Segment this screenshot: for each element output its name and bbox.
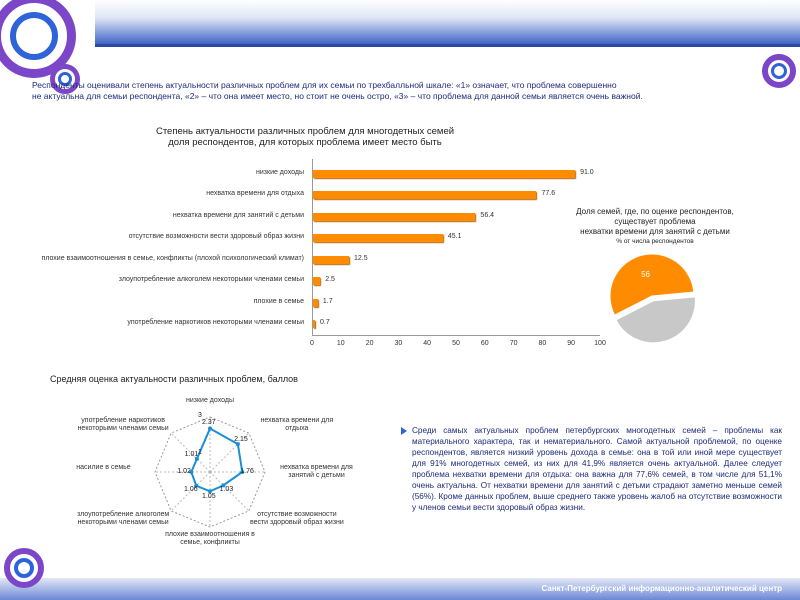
radar-axis-label: нехватка времени для занятий с детьми: [280, 464, 353, 479]
pie-title-line-1: Доля семей, где, по оценке респондентов,: [576, 207, 734, 216]
radar-chart: [150, 405, 270, 540]
radar-axis-label: нехватка времени для отдыха: [260, 416, 334, 432]
radar-spoke: [171, 472, 210, 511]
bar: [313, 299, 318, 307]
radar-chart-title: Средняя оценка актуальности различных проблем, баллов: [50, 374, 298, 384]
radar-scale-label: 1: [198, 448, 202, 456]
radar-series: [191, 429, 242, 492]
bar: [313, 234, 443, 242]
bar-x-tick-label: 40: [423, 340, 432, 347]
intro-text: [32, 80, 792, 102]
radar-spoke: [171, 433, 210, 472]
bar-x-tick-label: 20: [365, 340, 374, 347]
bar-x-tick-label: 50: [452, 340, 460, 347]
bullet-icon: [401, 427, 407, 435]
bar-category-label: низкие доходы: [256, 168, 304, 176]
header-band: [95, 0, 800, 45]
radar-point: [236, 442, 240, 446]
decor-circle-bottom-left-inner: [14, 558, 34, 578]
radar-axis-label: низкие доходы: [186, 397, 234, 404]
bar-category-label: употребление наркотиков некоторыми членами семьи: [127, 319, 304, 327]
radar-point: [208, 489, 212, 493]
radar-scale-label: 3: [198, 412, 202, 419]
bar-chart-title-line-2: доля респондентов, для которых проблема имеет место быть: [168, 137, 442, 148]
pie-slice-label: 56: [641, 269, 651, 279]
radar-value-label: 2.15: [234, 435, 248, 443]
bar: [313, 191, 536, 199]
header-line: [95, 44, 800, 47]
bar-category-label: плохие взаимоотношения в семье, конфликты (плохой психологический климат): [41, 254, 304, 262]
bar-value-label: 2.5: [325, 276, 335, 284]
bar-x-tick-label: 30: [394, 340, 403, 347]
bar-x-tick-label: 90: [567, 340, 576, 347]
bar-chart-title-line-1: Степень актуальности различных проблем для многодетных семей: [155, 126, 455, 137]
radar-value-label: 1.05: [202, 493, 216, 501]
bar-x-tick-label: 60: [480, 340, 489, 347]
radar-value-label: 2.37: [202, 418, 216, 426]
pie-title-line-2: существует проблема: [614, 217, 696, 226]
intro-line-1: Респонденты оценивали степень актуальности различных проблем для их семьи по трехбалльной шкале: «1» означает, что проблема совершенно: [32, 80, 617, 90]
radar-axis-label: употребление наркотиков некоторыми членами семьи: [77, 416, 169, 432]
bar-value-label: 12.5: [354, 254, 368, 262]
bar-value-label: 1.7: [322, 297, 333, 305]
bar-chart-x-axis: [312, 335, 600, 336]
pie-title-line-4: % от числа респондентов: [616, 238, 694, 245]
bar-x-tick-label: 10: [336, 340, 345, 347]
radar-value-label: 1.76: [240, 468, 254, 475]
radar-value-label: 1.03: [219, 485, 234, 493]
footer-org-name: Санкт-Петербургский информационно-аналитический центр: [541, 584, 782, 593]
decor-circle-large-inner: [10, 12, 58, 60]
pie-chart: [600, 248, 710, 348]
radar-axis-label: отсутствие возможности вести здоровый образ жизни: [249, 511, 344, 527]
radar-spoke: [210, 472, 249, 511]
bar-chart-title: [150, 126, 460, 148]
bar-value-label: 56.4: [480, 211, 495, 219]
bar-value-label: 45.1: [447, 233, 462, 241]
bar-value-label: 77.6: [541, 190, 556, 198]
pie-chart-title: [540, 207, 770, 247]
radar-point: [194, 484, 198, 488]
decor-circle-right-inner: [771, 63, 787, 79]
radar-value-label: 1.06: [184, 485, 198, 493]
radar-axis-label: насилие в семье: [76, 464, 131, 471]
radar-value-label: 1.02: [177, 468, 191, 475]
bar: [313, 277, 320, 285]
radar-axis-label: злоупотребление алкоголем некоторыми членами семьи: [76, 511, 170, 527]
bar-value-label: 91.0: [580, 168, 594, 176]
bar-category-label: нехватка времени для отдыха: [206, 190, 304, 198]
bar-x-tick-label: 80: [538, 340, 547, 347]
bar-category-label: нехватка времени для занятий с детьми: [172, 211, 304, 219]
radar-value-label: 1.01: [184, 450, 199, 458]
radar-point: [240, 470, 244, 474]
radar-point: [195, 457, 199, 461]
analysis-text: Среди самых актуальных проблем петербургских многодетных семей – проблемы как материального характера, так и нематериального. Самой актуальной проблемой, по оценке респондентов, является низкий уровень дохода в семье: она в той или иной мере существует для 91% многодетных семей, из них для 41,9% является очень актуальной. Далее следует проблема нехватки времени для отдыха: она важна для 77,6% семей, в том числе для 51,1% очень актуальна. От нехватки времени для занятий с детьми страдают заметно меньше семей (56%). Кроме данных проблем, выше среднего также уровень жалоб на отсутствие возможности у членов семьи вести здоровый образ жизни.: [412, 426, 782, 512]
bar: [313, 320, 315, 328]
bar-x-tick-label: 100: [594, 340, 606, 347]
radar-point: [208, 427, 212, 431]
radar-point: [221, 483, 225, 487]
radar-axis-label: плохие взаимоотношения в семье, конфликты: [165, 531, 255, 546]
bar-category-label: отсутствие возможности вести здоровый образ жизни: [128, 233, 304, 241]
bar-x-tick-label: 70: [509, 340, 518, 347]
intro-line-2: не актуальна для семьи респондента, «2» – что она имеет место, но стоит не очень остро, «3» – что проблема для данной семьи является очень важной.: [32, 91, 643, 101]
bar-value-label: 0.7: [320, 319, 330, 327]
bar: [313, 256, 349, 264]
pie-title-line-3: нехватки времени для занятий с детьми: [580, 227, 730, 236]
bar: [313, 213, 475, 221]
radar-point: [189, 470, 193, 474]
bar-category-label: плохие в семье: [253, 297, 304, 305]
bar: [313, 170, 575, 178]
bar-x-tick-label: 0: [310, 340, 314, 347]
bar-chart-y-axis: [312, 159, 313, 335]
bar-category-label: злоупотребление алкоголем некоторыми членами семьи: [118, 276, 304, 284]
